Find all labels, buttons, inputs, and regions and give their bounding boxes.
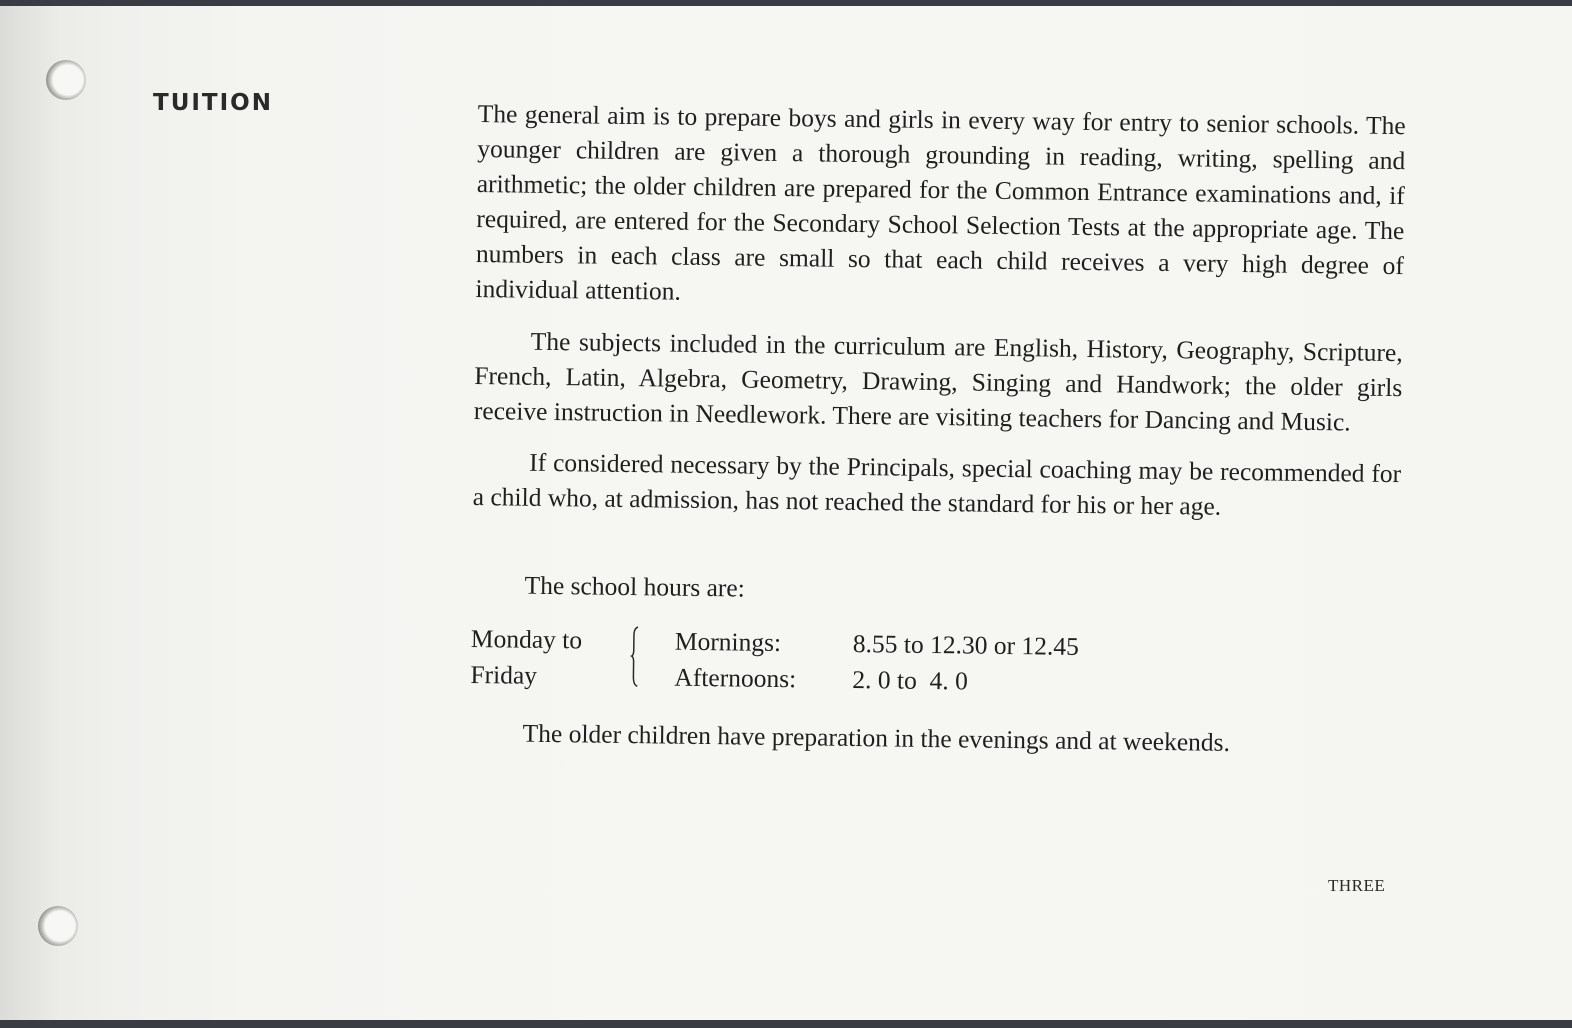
paragraph-coaching: If considered necessary by the Principals, special coaching may be recommended for a child who, at admission, has not reached the standard for his or her age. xyxy=(472,447,1402,521)
body-text xyxy=(469,96,1405,762)
page-number: THREE xyxy=(1328,876,1386,895)
document-page xyxy=(0,6,1572,1020)
paragraph-subjects: The subjects included in the curriculum are English, History, Geography, Scripture, French, Latin, Algebra, Geometry, Drawing, Singing and Handwork; the older girls receive instruction in Needlework. There are visiting teachers for Dancing and Music. xyxy=(473,326,1403,437)
paragraph-school-hours-intro: The school hours are: xyxy=(524,570,746,603)
afternoons-label: Afternoons: xyxy=(674,662,797,694)
hours-days xyxy=(470,621,582,694)
paragraph-general-aim: The general aim is to prepare boys and girls in every way for entry to senior schools. The younger children are given a thorough grounding in reading, writing, spelling and arithmetic; the older children are prepared for the Common Entrance examinations and, if required, are entered for the Secondary School Selection Tests at the appropriate age. The numbers in each class are small so that each child receives a very high degree of individual attention. xyxy=(475,98,1406,306)
afternoons-time: 2. 0 to 4. 0 xyxy=(852,664,969,696)
section-heading: TUITION xyxy=(153,90,273,116)
binder-hole-top xyxy=(46,60,86,100)
paragraph-preparation: The older children have preparation in the evenings and at weekends. xyxy=(522,718,1231,757)
school-hours-table xyxy=(470,621,1399,705)
hours-labels xyxy=(674,624,797,698)
days-line-1: Monday to xyxy=(470,623,583,655)
binder-hole-bottom xyxy=(38,906,78,946)
mornings-time: 8.55 to 12.30 or 12.45 xyxy=(852,628,1079,661)
days-line-2: Friday xyxy=(470,659,538,690)
hours-times xyxy=(852,626,1079,701)
brace-icon xyxy=(626,623,641,689)
mornings-label: Mornings: xyxy=(674,626,782,658)
